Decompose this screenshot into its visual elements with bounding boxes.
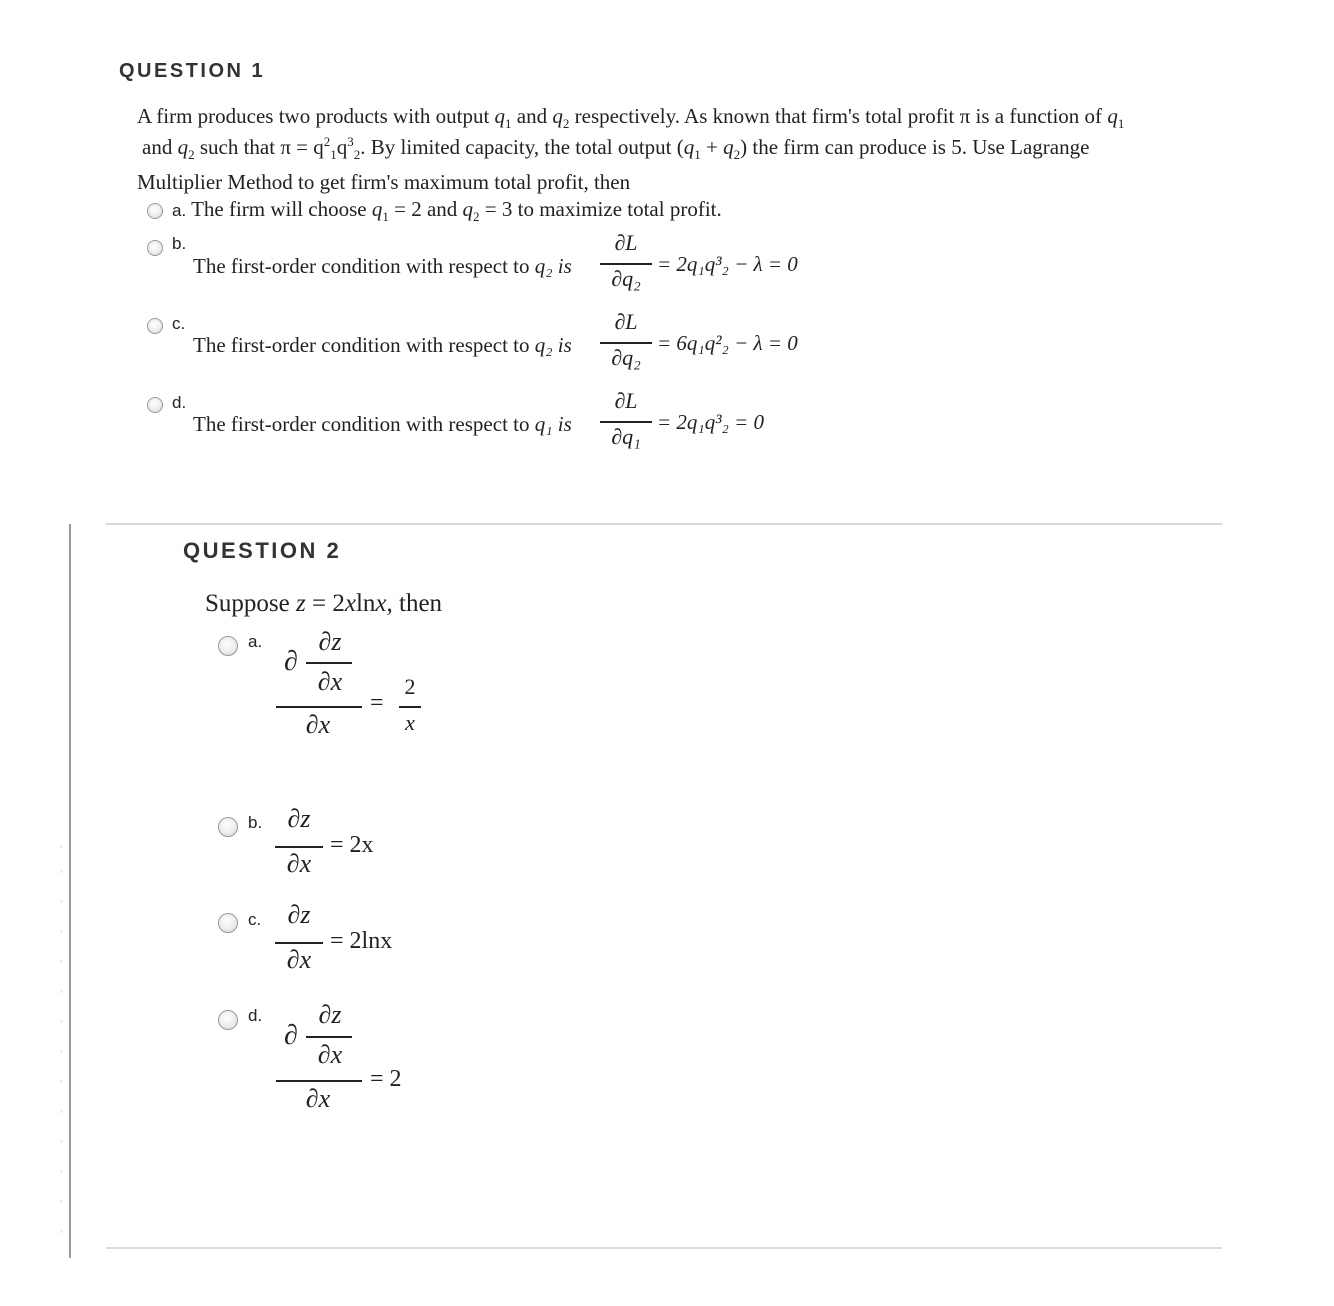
q1-stem-line-3: Multiplier Method to get firm's maximum total profit, then (137, 170, 631, 194)
q1-option-c-rhs: = 6q₁q²₂ − λ = 0 (657, 331, 798, 355)
q1-option-c-letter: c. (172, 314, 186, 333)
q2-option-a-equals: = (370, 690, 384, 716)
q2-option-a-rhs-den: x (405, 710, 415, 735)
q1-stem-line-1: A firm produces two products with output $q_1$ and $q_2$ respectively. As known that firm's total profit π is a function of $q_1$ (137, 104, 1125, 132)
q2-option-b-radio[interactable] (218, 817, 238, 837)
margin-dot (60, 930, 63, 933)
margin-dot (60, 1200, 63, 1203)
q2-option-a-partial: ∂ (284, 646, 298, 677)
margin-dot (60, 1080, 63, 1083)
q2-option-b-denominator: ∂x (286, 849, 312, 878)
q2-option-d-rhs: = 2 (370, 1066, 402, 1092)
q2-option-a-outer-bar (276, 706, 362, 708)
q2-option-a-rhs-bar (399, 706, 421, 708)
margin-dot (60, 870, 63, 873)
q2-option-c-letter: c. (248, 910, 262, 929)
q1-option-c-numerator: ∂L (614, 309, 638, 334)
margin-dot (60, 845, 63, 848)
q1-option-d-letter: d. (172, 393, 187, 412)
margin-dot (60, 1140, 63, 1143)
q1-option-a-radio[interactable] (147, 203, 163, 219)
q1-option-c-denominator: ∂q₂ (611, 345, 641, 370)
question-2-left-border (69, 524, 71, 1258)
q2-stem: Suppose z = 2xlnx, then (205, 590, 443, 617)
q2-option-d-radio[interactable] (218, 1010, 238, 1030)
q2-option-d-inner-den: ∂x (317, 1040, 343, 1069)
q2-option-d-outer-den: ∂x (305, 1084, 331, 1113)
q2-option-d-outer-bar (276, 1080, 362, 1082)
q1-option-d-text: The first-order condition with respect to q₁ is (193, 412, 572, 436)
question-1-title: QUESTION 1 (119, 60, 266, 82)
q2-option-c-rhs: = 2lnx (330, 928, 393, 954)
question-2-title: QUESTION 2 (183, 538, 342, 563)
q2-option-a-radio[interactable] (218, 636, 238, 656)
q2-option-a-rhs-num: 2 (404, 674, 416, 699)
q1-option-b-radio[interactable] (147, 240, 163, 256)
q1-stem-line-2: and $q_2$ such that $\pi = q^2_1q^3_2$. By limited capacity, the total output $(q_1 + q_2)$ the firm can produce is 5. Use Lagrange (142, 134, 1090, 163)
q1-option-d-rhs: = 2q₁q³₂ = 0 (657, 410, 764, 434)
q1-option-c-radio[interactable] (147, 318, 163, 334)
q2-option-b-rhs: = 2x (330, 832, 374, 858)
q2-option-a-inner-den: ∂x (317, 667, 343, 696)
margin-dot (60, 1170, 63, 1173)
q2-option-d-inner-bar (306, 1036, 352, 1038)
question-2-top-divider (106, 523, 1222, 525)
q2-option-b-letter: b. (248, 813, 263, 832)
q2-option-d-letter: d. (248, 1006, 263, 1025)
margin-dot (60, 1110, 63, 1113)
q2-option-a-outer-den: ∂x (305, 710, 331, 739)
margin-dot (60, 960, 63, 963)
q1-option-d-radio[interactable] (147, 397, 163, 413)
q1-option-b-numerator: ∂L (614, 230, 638, 255)
question-2-bottom-divider (106, 1247, 1222, 1249)
q1-option-c-fraction-bar (600, 342, 652, 344)
q1-option-c-text: The first-order condition with respect to q₂ is (193, 333, 572, 357)
q2-option-d-partial: ∂ (284, 1020, 298, 1051)
q1-option-d-fraction-bar (600, 421, 652, 423)
q1-option-a: a. The firm will choose $q_1 = 2$ and $q_2 = 3$ to maximize total profit. (172, 197, 722, 225)
q1-option-d-numerator: ∂L (614, 388, 638, 413)
q1-option-b-rhs: = 2q₁q³₂ − λ = 0 (657, 252, 798, 276)
q1-option-d-denominator: ∂q₁ (611, 424, 641, 449)
q2-option-c-fraction-bar (275, 942, 323, 944)
q2-option-c-denominator: ∂x (286, 945, 312, 974)
q1-option-b-denominator: ∂q₂ (611, 266, 641, 291)
margin-dot (60, 1230, 63, 1233)
q2-option-d-inner-num: ∂z (318, 1000, 342, 1029)
q2-option-c-numerator: ∂z (287, 900, 311, 929)
q2-option-a-inner-num: ∂z (318, 627, 342, 656)
margin-dot (60, 990, 63, 993)
q1-option-b-text: The first-order condition with respect to q₂ is (193, 254, 572, 278)
margin-dot (60, 900, 63, 903)
q1-option-b-letter: b. (172, 234, 187, 253)
q1-option-b-fraction-bar (600, 263, 652, 265)
q2-option-b-fraction-bar (275, 846, 323, 848)
q2-option-a-inner-bar (306, 662, 352, 664)
q2-option-c-radio[interactable] (218, 913, 238, 933)
q2-option-b-numerator: ∂z (287, 804, 311, 833)
margin-dot (60, 1050, 63, 1053)
margin-dot (60, 1020, 63, 1023)
q2-option-a-letter: a. (248, 632, 263, 651)
